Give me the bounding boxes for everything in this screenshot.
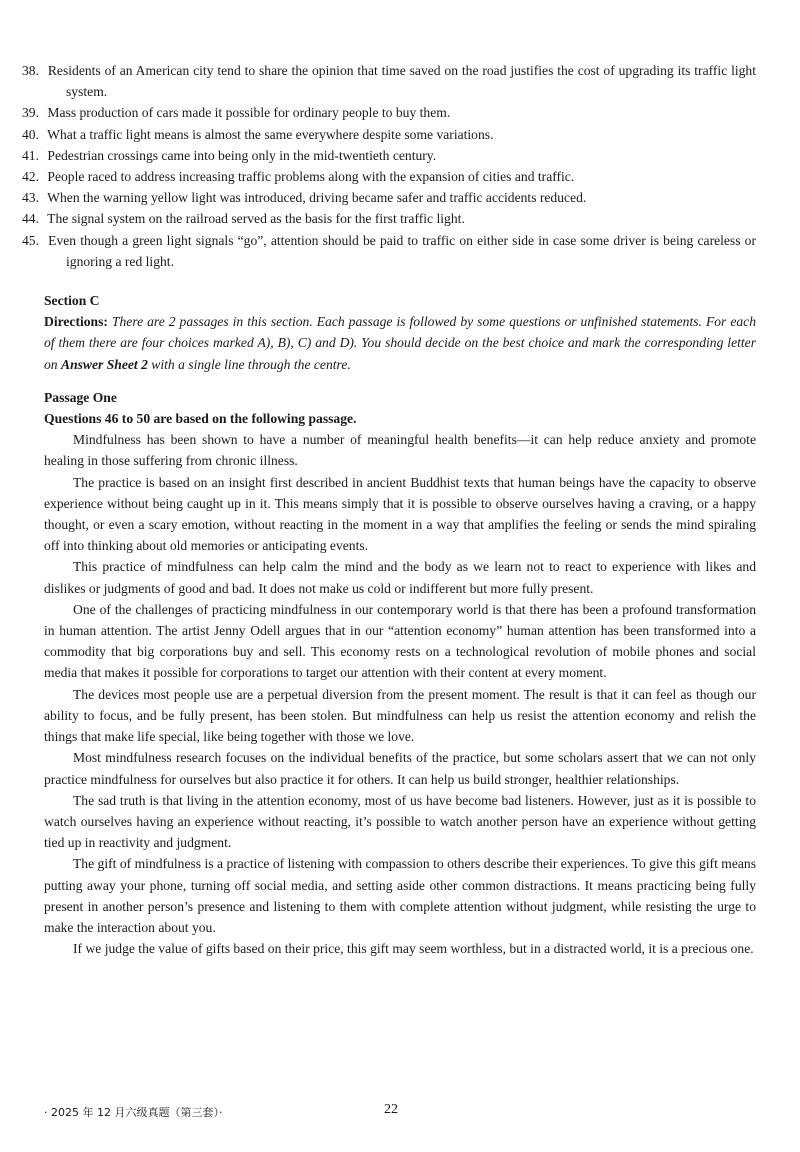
statement-item: 40. What a traffic light means is almost the same everywhere despite some variations.	[22, 126, 494, 142]
statement-item: 42. People raced to address increasing traffic problems along with the expansion of cities and traffic.	[22, 169, 575, 185]
statement-item: 45. Even though a green light signals “go”, attention should be paid to traffic on either side in case some driver is being careless or ignoring a red light.	[22, 232, 756, 269]
section-title: Section C	[44, 293, 100, 309]
statement-item: 39. Mass production of cars made it possible for ordinary people to buy them.	[22, 105, 451, 121]
page-footer	[44, 1102, 756, 1124]
directions-text: There are 2 passages in this section. Each passage is followed by some questions or unfinished statements. For each of them there are four choices marked A), B), C) and D). You should decide on the best choice and mark the corresponding letter on	[44, 314, 756, 372]
statement-text: The signal system on the railroad served as the basis for the first traffic light.	[47, 211, 465, 227]
passage-paragraph: If we judge the value of gifts based on their price, this gift may seem worthless, but in a distracted world, it is a precious one.	[73, 941, 754, 957]
exam-source-label: · 2025 年 12 月六级真题（第三套）·	[44, 1106, 223, 1119]
statement-item: 43. When the warning yellow light was introduced, driving became safer and traffic accidents reduced.	[22, 190, 587, 206]
exam-page	[22, 60, 756, 959]
spacer	[44, 375, 756, 387]
passage-paragraph: This practice of mindfulness can help calm the mind and the body as we learn not to react to experience with likes and dislikes or judgments of good and bad. It does not make us cold or indifferent but more fully present.	[44, 559, 756, 596]
spacer	[44, 272, 756, 290]
statement-list	[22, 60, 756, 272]
passage-paragraph: Most mindfulness research focuses on the individual benefits of the practice, but some scholars assert that we can not only practice mindfulness for ourselves but also practice it for others. It can help us build stronger, healthier relationships.	[44, 750, 756, 787]
passage-paragraph: Mindfulness has been shown to have a number of meaningful health benefits—it can help reduce anxiety and promote healing in those suffering from chronic illness.	[44, 432, 756, 469]
statement-item: 44. The signal system on the railroad served as the basis for the first traffic light.	[22, 211, 465, 227]
directions-label: Directions:	[44, 314, 108, 330]
directions-text-end: with a single line through the centre.	[147, 356, 351, 372]
passage-paragraph: The devices most people use are a perpetual diversion from the present moment. The result is that it can feel as though our ability to focus, and be fully present, has been stolen. But mindfulness can help us resist the attention economy and relish the things that make life special, like being together with those we love.	[44, 686, 756, 745]
passage-paragraph: The gift of mindfulness is a practice of listening with compassion to others describe their experiences. To give this gift means putting away your phone, turning off social media, and setting aside other common distractions. It means practicing being fully present in another person’s presence and listening to them with complete attention without judgment, while resisting the urge to make the interaction about you.	[44, 856, 756, 935]
statement-text: What a traffic light means is almost the same everywhere despite some variations.	[47, 126, 494, 142]
statement-text: Mass production of cars made it possible for ordinary people to buy them.	[47, 105, 451, 121]
passage-body	[44, 429, 756, 959]
answer-sheet-label: Answer Sheet 2	[61, 356, 148, 372]
statement-text: People raced to address increasing traffic problems along with the expansion of cities and traffic.	[47, 169, 575, 185]
passage-subtitle: Questions 46 to 50 are based on the following passage.	[44, 411, 357, 427]
page-number: 22	[384, 1102, 398, 1117]
statement-text: Even though a green light signals “go”, attention should be paid to traffic on either side in case some driver is being careless or ignoring a red light.	[48, 232, 756, 269]
statement-text: Pedestrian crossings came into being only in the mid-twentieth century.	[47, 147, 437, 163]
passage-paragraph: The practice is based on an insight first described in ancient Buddhist texts that human beings have the capacity to observe experience without being caught up in it. This means simply that it is possible to observe ourselves having a craving, or a happy thought, or even a scary emotion, without reacting in the moment in a way that amplifies the feeling or sends the mind spiraling off into thinking about old memories or anticipating events.	[44, 474, 756, 554]
passage-paragraph: The sad truth is that living in the attention economy, most of us have become bad listeners. However, just as it is possible to watch ourselves having an experience without reacting, it’s possible to watch another person have an experience without getting tied up in reactivity and judgment.	[44, 792, 756, 851]
statement-item: 41. Pedestrian crossings came into being only in the mid-twentieth century.	[22, 147, 437, 163]
passage-title: Passage One	[44, 389, 117, 405]
passage-paragraph: One of the challenges of practicing mindfulness in our contemporary world is that there has been a profound transformation in human attention. The artist Jenny Odell argues that in our “attention economy” human attention has been transformed into a commodity that big corporations buy and sell. This economy rests on a technological revolution of mobile phones and social media that makes it possible for corporations to target our attention with their content at every moment.	[44, 601, 756, 681]
statement-item: 38. Residents of an American city tend to share the opinion that time saved on the road justifies the cost of upgrading its traffic light system.	[22, 63, 756, 100]
statement-text: When the warning yellow light was introduced, driving became safer and traffic accidents reduced.	[47, 190, 587, 206]
section-directions	[44, 311, 756, 375]
statement-text: Residents of an American city tend to share the opinion that time saved on the road justifies the cost of upgrading its traffic light system.	[47, 63, 756, 100]
